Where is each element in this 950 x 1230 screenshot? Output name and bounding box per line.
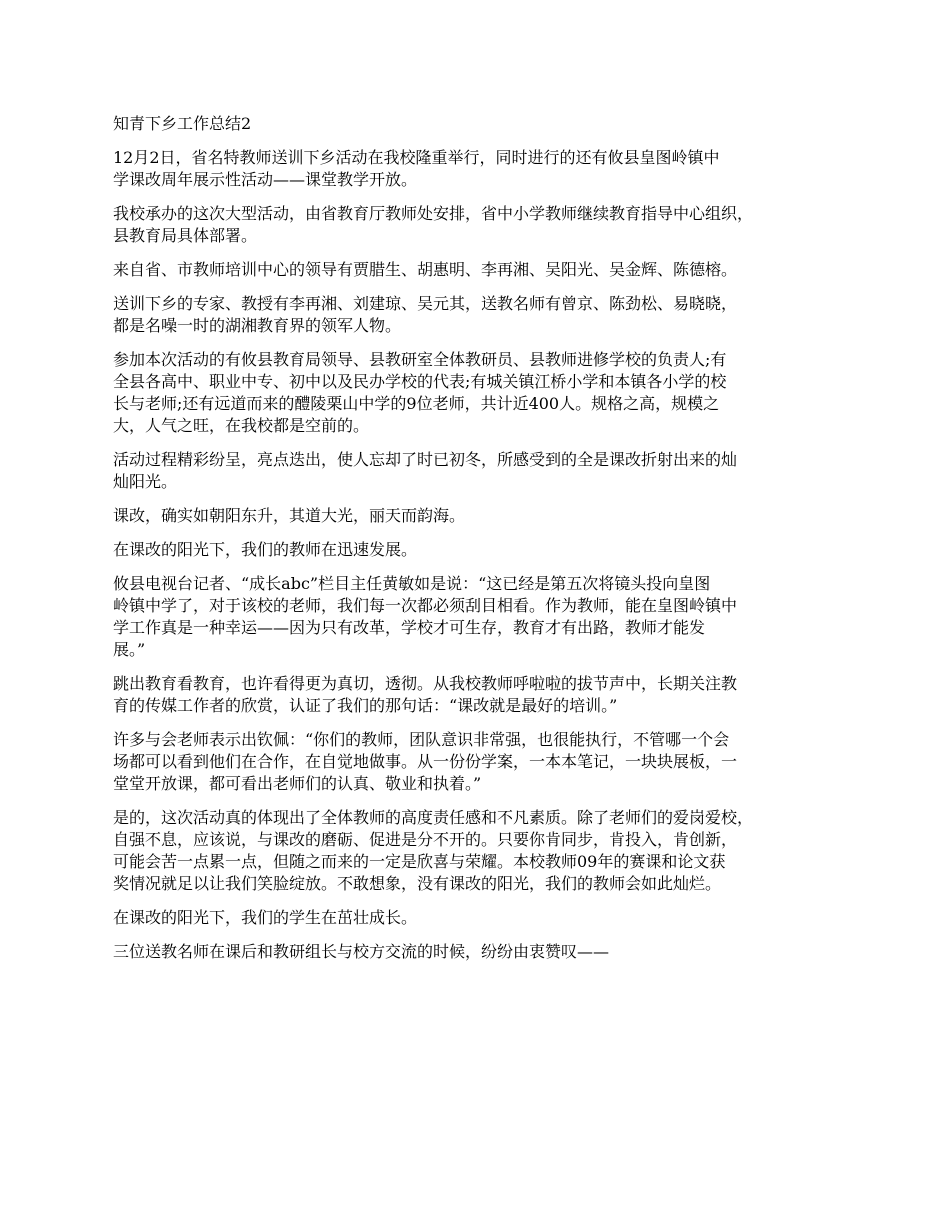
paragraph-line: 课改，确实如朝阳东升，其道大光，丽天而韵海。	[113, 506, 466, 525]
body-paragraph	[113, 147, 853, 191]
body-paragraph	[113, 573, 853, 661]
paragraph-line: 展。”	[113, 640, 146, 659]
paragraph-line: 长与老师;还有远道而来的醴陵栗山中学的9位老师，共计近400人。规格之高，规模之	[113, 394, 720, 413]
paragraph-line: 12月2日，省名特教师送训下乡活动在我校隆重举行，同时进行的还有攸县皇图岭镇中	[113, 148, 720, 167]
body-paragraph	[113, 505, 853, 527]
paragraph-line: 可能会苦一点累一点，但随之而来的一定是欣喜与荣耀。本校教师09年的赛课和论文获	[113, 852, 726, 871]
paragraph-line: 学课改周年展示性活动——课堂教学开放。	[113, 170, 418, 189]
paragraph-line: 县教育局具体部署。	[113, 226, 258, 245]
body-paragraph	[113, 941, 853, 963]
body-paragraph	[113, 259, 853, 281]
paragraph-line: 全县各高中、职业中专、初中以及民办学校的代表;有城关镇江桥小学和本镇各小学的校	[113, 372, 727, 391]
document-page	[113, 113, 853, 975]
paragraph-line: 我校承办的这次大型活动，由省教育厅教师处安排，省中小学教师继续教育指导中心组织，	[113, 204, 754, 223]
paragraph-line: 活动过程精彩纷呈，亮点迭出，使人忘却了时已初冬，所感受到的全是课改折射出来的灿	[113, 450, 738, 469]
paragraph-line: 参加本次活动的有攸县教育局领导、县教研室全体教研员、县教师进修学校的负责人;有	[113, 350, 727, 369]
body-paragraph	[113, 349, 853, 437]
body-paragraph	[113, 729, 853, 795]
paragraph-line: 送训下乡的专家、教授有李再湘、刘建琼、吴元其，送教名师有曾京、陈劲松、易晓晓，	[113, 294, 738, 313]
body-paragraph	[113, 293, 853, 337]
paragraph-line: 是的，这次活动真的体现出了全体教师的高度责任感和不凡素质。除了老师们的爱岗爱校，	[113, 808, 754, 827]
paragraph-line: 奖情况就足以让我们笑脸绽放。不敢想象，没有课改的阳光，我们的教师会如此灿烂。	[113, 874, 722, 893]
paragraph-line: 育的传媒工作者的欣赏，认证了我们的那句话：“课改就是最好的培训。”	[113, 696, 618, 715]
document-body	[113, 147, 853, 963]
body-paragraph	[113, 203, 853, 247]
document-title: 知青下乡工作总结2	[113, 114, 252, 133]
paragraph-line: 跳出教育看教育，也许看得更为真切，透彻。从我校教师呼啦啦的拔节声中，长期关注教	[113, 674, 738, 693]
paragraph-line: 三位送教名师在课后和教研组长与校方交流的时候，纷纷由衷赞叹——	[113, 942, 610, 961]
paragraph-line: 攸县电视台记者、“成长abc”栏目主任黄敏如是说：“这已经是第五次将镜头投向皇图	[113, 574, 711, 593]
paragraph-line: 在课改的阳光下，我们的学生在茁壮成长。	[113, 908, 418, 927]
paragraph-line: 灿阳光。	[113, 472, 178, 491]
body-paragraph	[113, 673, 853, 717]
paragraph-line: 自强不息，应该说，与课改的磨砺、促进是分不开的。只要你肯同步，肯投入，肯创新，	[113, 830, 738, 849]
body-paragraph	[113, 807, 853, 895]
paragraph-line: 大，人气之旺，在我校都是空前的。	[113, 416, 370, 435]
paragraph-line: 来自省、市教师培训中心的领导有贾腊生、胡惠明、李再湘、吴阳光、吴金辉、陈德榕。	[113, 260, 738, 279]
paragraph-line: 学工作真是一种幸运——因为只有改革，学校才可生存，教育才有出路，教师才能发	[113, 618, 706, 637]
paragraph-line: 都是名噪一时的湖湘教育界的领军人物。	[113, 316, 402, 335]
body-paragraph	[113, 539, 853, 561]
paragraph-line: 许多与会老师表示出钦佩：“你们的教师，团队意识非常强，也很能执行，不管哪一个会	[113, 730, 730, 749]
paragraph-line: 场都可以看到他们在合作，在自觉地做事。从一份份学案，一本本笔记，一块块展板，一	[113, 752, 738, 771]
body-paragraph	[113, 907, 853, 929]
paragraph-line: 在课改的阳光下，我们的教师在迅速发展。	[113, 540, 418, 559]
paragraph-line: 堂堂开放课，都可看出老师们的认真、敬业和执着。”	[113, 774, 482, 793]
paragraph-line: 岭镇中学了，对于该校的老师，我们每一次都必须刮目相看。作为教师，能在皇图岭镇中	[113, 596, 738, 615]
body-paragraph	[113, 449, 853, 493]
